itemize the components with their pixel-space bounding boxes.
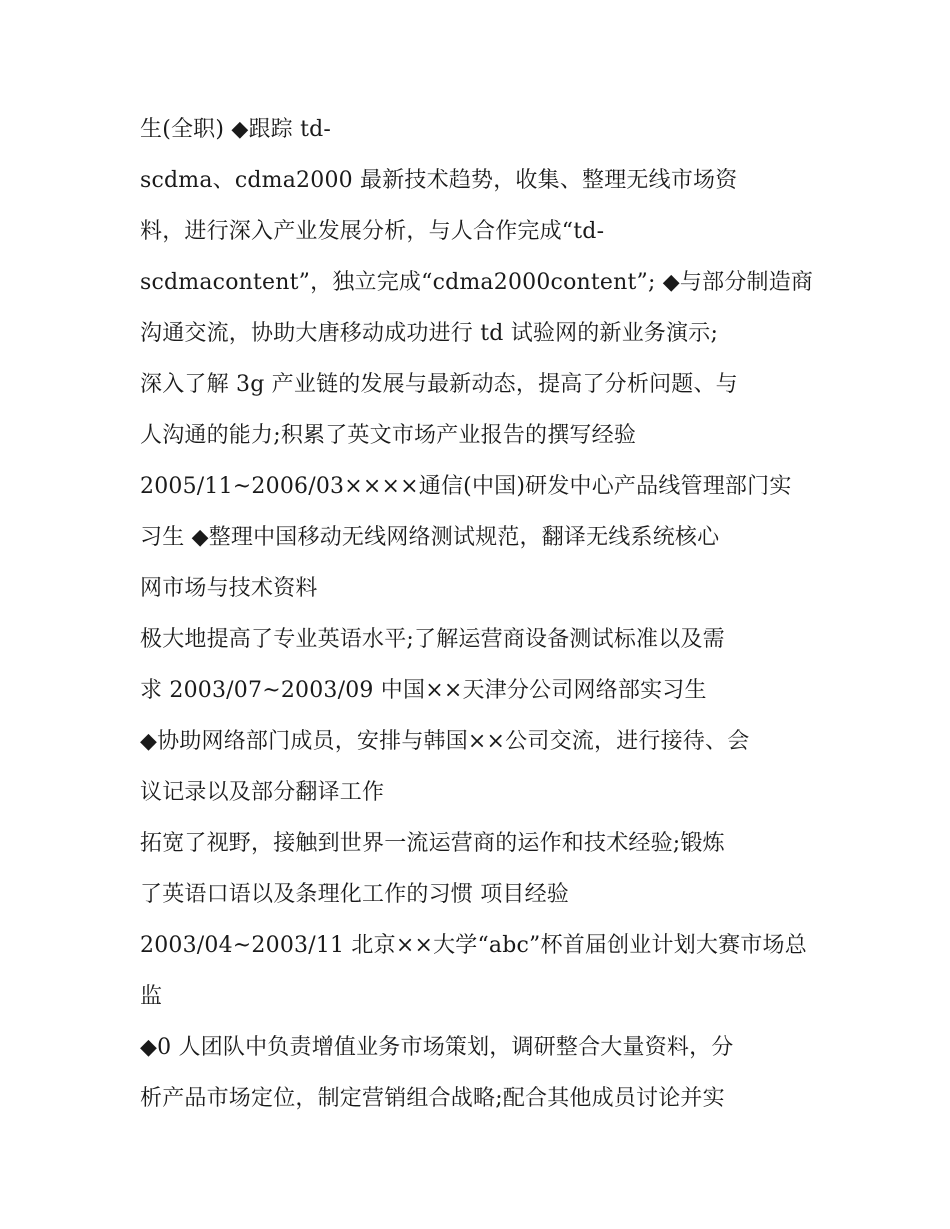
text-line: 了英语口语以及条理化工作的习惯 项目经验 xyxy=(140,882,569,907)
text-line: 深入了解 3g 产业链的发展与最新动态，提高了分析问题、与 xyxy=(140,372,738,397)
text-line: 人沟通的能力;积累了英文市场产业报告的撰写经验 xyxy=(140,423,637,448)
text-line: 2005/11~2006/03××××通信(中国)研发中心产品线管理部门实 xyxy=(140,474,792,499)
text-line: 极大地提高了专业英语水平;了解运营商设备测试标准以及需 xyxy=(140,627,725,652)
text-line: 料，进行深入产业发展分析，与人合作完成“td- xyxy=(140,219,605,244)
text-line: ◆0 人团队中负责增值业务市场策划，调研整合大量资料，分 xyxy=(140,1035,734,1060)
text-line: 生(全职) ◆跟踪 td- xyxy=(140,117,332,142)
text-line: scdmacontent”，独立完成“cdma2000content”; ◆与部分制造商 xyxy=(140,270,814,295)
text-line: 监 xyxy=(140,984,163,1009)
text-line: 习生 ◆整理中国移动无线网络测试规范，翻译无线系统核心 xyxy=(140,525,720,550)
document-body xyxy=(140,104,830,1124)
text-line: 议记录以及部分翻译工作 xyxy=(140,780,385,805)
text-line: 沟通交流，协助大唐移动成功进行 td 试验网的新业务演示; xyxy=(140,321,719,346)
text-line: 拓宽了视野，接触到世界一流运营商的运作和技术经验;锻炼 xyxy=(140,831,725,856)
text-line: 析产品市场定位，制定营销组合战略;配合其他成员讨论并实 xyxy=(140,1086,725,1111)
text-line: scdma、cdma2000 最新技术趋势，收集、整理无线市场资 xyxy=(140,168,738,193)
text-line: ◆协助网络部门成员，安排与韩国××公司交流，进行接待、会 xyxy=(140,729,750,754)
text-line: 网市场与技术资料 xyxy=(140,576,318,601)
text-line: 2003/04~2003/11 北京××大学“abc”杯首届创业计划大赛市场总 xyxy=(140,933,807,958)
text-line: 求 2003/07~2003/09 中国××天津分公司网络部实习生 xyxy=(140,678,707,703)
